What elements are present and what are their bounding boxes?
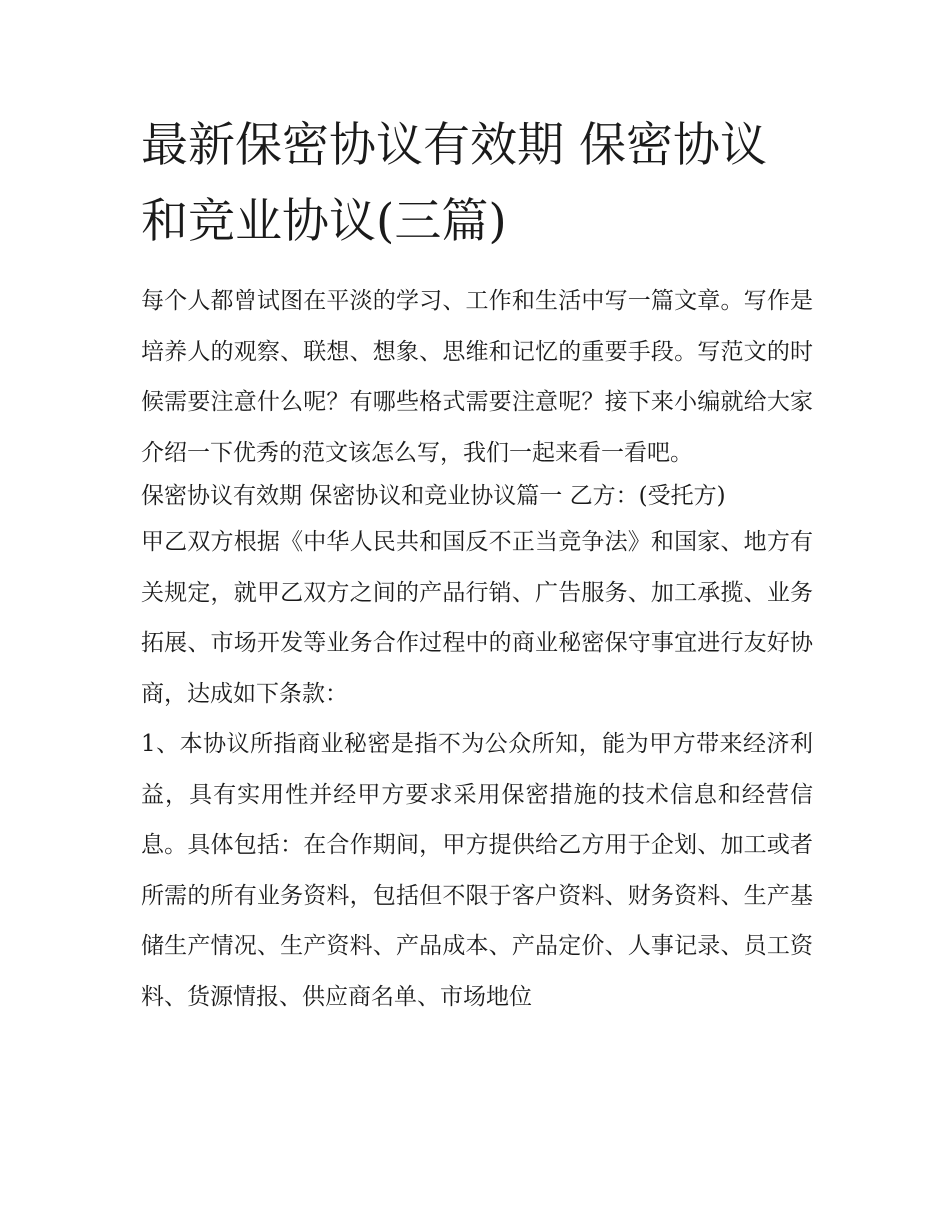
document-body (141, 108, 813, 1022)
section-heading-paragraph: 保密协议有效期 保密协议和竞业协议篇一 乙方：(受托方) (141, 483, 726, 509)
clause-1-paragraph: 1、本协议所指商业秘密是指不为公众所知，能为甲方带来经济利益，具有实用性并经甲方要求采用保密措施的技术信息和经营信息。具体包括：在合作期间，甲方提供给乙方用于企划、加工或者所需的所有业务资料，包括但不限于客户资料、财务资料、生产基储生产情况、生产资料、产品成本、产品定价、人事记录、员工资料、货源情报、供应商名单、市场地位 (141, 731, 813, 1010)
agreement-preamble-paragraph: 甲乙双方根据《中华人民共和国反不正当竞争法》和国家、地方有关规定，就甲乙双方之间的产品行销、广告服务、加工承揽、业务拓展、市场开发等业务合作过程中的商业秘密保守事宜进行友好协商，达成如下条款： (141, 529, 813, 707)
document-title: 最新保密协议有效期 保密协议和竞业协议(三篇) (141, 118, 767, 249)
intro-paragraph: 每个人都曾试图在平淡的学习、工作和生活中写一篇文章。写作是培养人的观察、联想、想象、思维和记忆的重要手段。写范文的时候需要注意什么呢？有哪些格式需要注意呢？接下来小编就给大家介绍一下优秀的范文该怎么写，我们一起来看一看吧。 (141, 288, 813, 466)
